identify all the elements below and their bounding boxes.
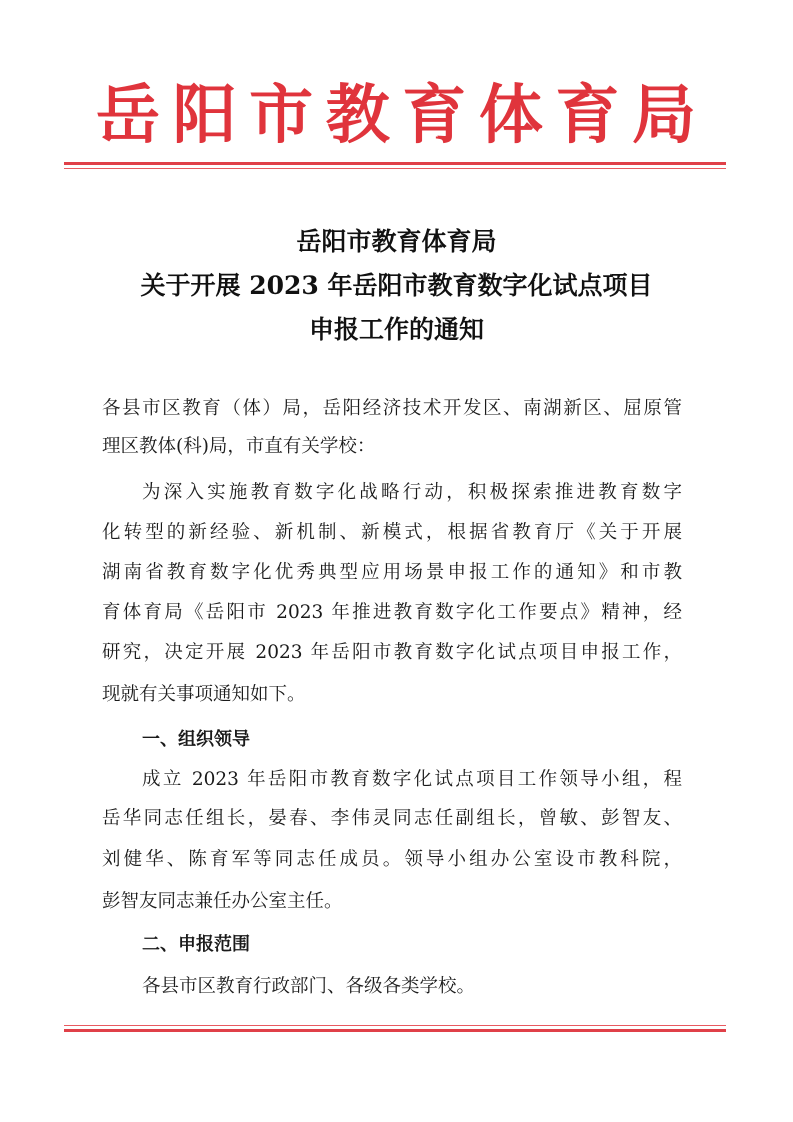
header-red-rule-thin	[64, 168, 726, 169]
section1-line: 刘健华、陈育军等同志任成员。领导小组办公室设市教科院，	[102, 849, 682, 870]
document-title-line-1: 岳阳市教育体育局	[296, 227, 497, 256]
section1-line: 彭智友同志兼任办公室主任。	[102, 891, 343, 912]
section-heading-scope: 二、申报范围	[142, 934, 250, 955]
intro-line: 现就有关事项通知如下。	[102, 684, 306, 705]
section1-line: 成立 2023 年岳阳市教育数字化试点项目工作领导小组，程	[142, 769, 682, 790]
footer-red-rule-thin	[64, 1025, 726, 1026]
document-title-line-3: 申报工作的通知	[308, 315, 484, 344]
section-heading-organization: 一、组织领导	[142, 729, 250, 750]
intro-line: 湖南省教育数字化优秀典型应用场景申报工作的通知》和市教	[102, 562, 682, 583]
header-red-rule-thick	[64, 162, 726, 165]
intro-line: 育体育局《岳阳市 2023 年推进教育数字化工作要点》精神，经	[102, 602, 682, 623]
addressee-line-2: 理区教体(科)局，市直有关学校：	[102, 436, 376, 457]
document-title-line-2: 关于开展 2023 年岳阳市教育数字化试点项目	[140, 271, 653, 300]
masthead-title: 岳阳市教育体育局	[96, 78, 696, 153]
section2-line: 各县市区教育行政部门、各级各类学校。	[142, 976, 476, 997]
section1-line: 岳华同志任组长，晏春、李伟灵同志任副组长，曾敏、彭智友、	[102, 808, 682, 829]
addressee-line-1: 各县市区教育（体）局，岳阳经济技术开发区、南湖新区、屈原管	[102, 398, 682, 419]
intro-line: 研究，决定开展 2023 年岳阳市教育数字化试点项目申报工作，	[102, 642, 682, 663]
footer-red-rule-thick	[64, 1029, 726, 1032]
intro-line: 化转型的新经验、新机制、新模式，根据省教育厅《关于开展	[102, 522, 682, 543]
intro-line: 为深入实施教育数字化战略行动，积极探索推进教育数字	[142, 482, 682, 503]
